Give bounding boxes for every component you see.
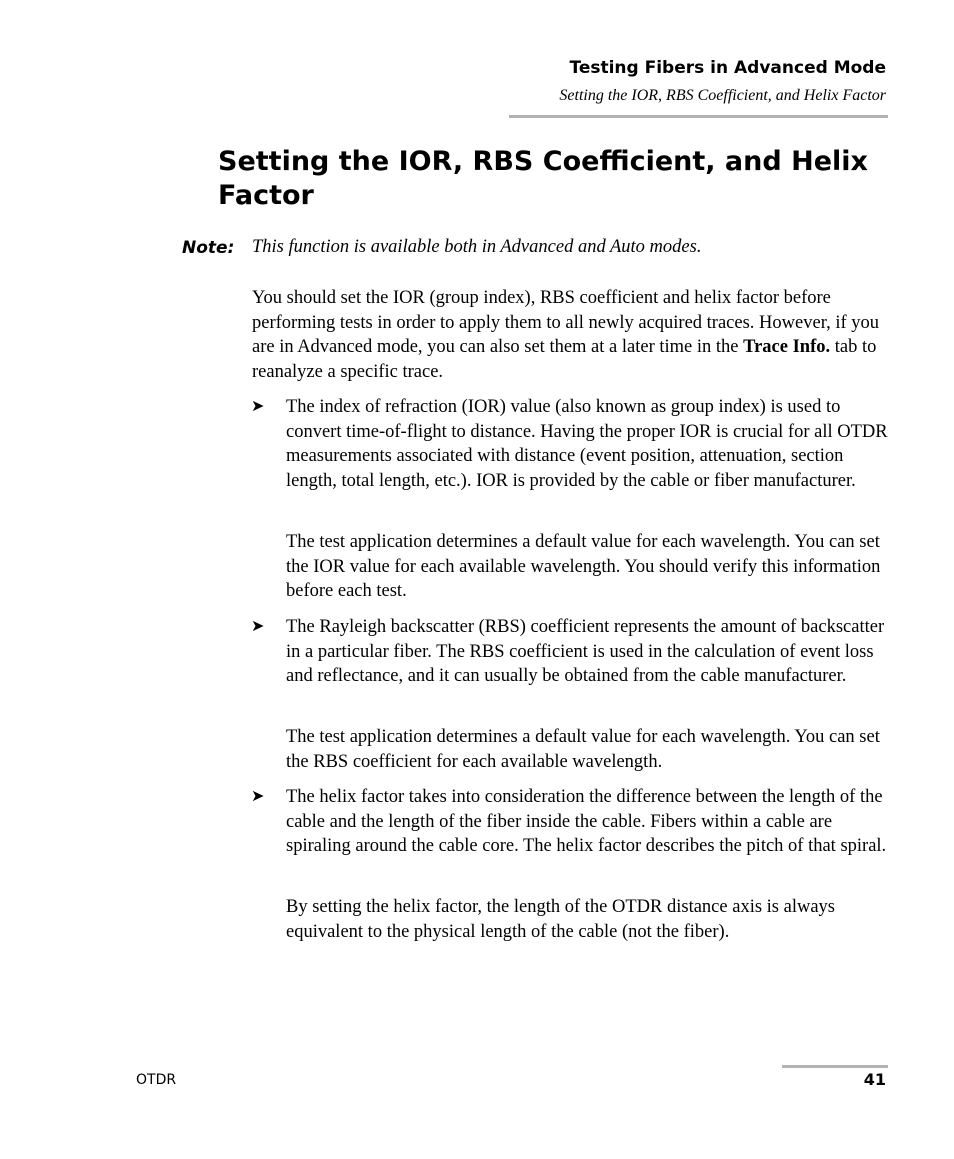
page-title: Setting the IOR, RBS Coefficient, and Helix Factor [218, 146, 868, 211]
footer-product: OTDR [136, 1072, 177, 1088]
helix-bullet-text: The helix factor takes into consideration the difference between the length of the cable and the length of the fiber inside the cable. Fibers within a cable are spiraling around the cable core. The helix factor describes the pitch of that spiral. [286, 787, 887, 856]
intro-text-end: tab to reanalyze a specific trace. [252, 337, 877, 382]
trace-info-tab-reference: Trace Info. [743, 337, 831, 357]
ior-followup-text: The test application determines a default value for each wavelength. You can set the IOR value for each available wavelength. You should verify this information before each test. [286, 532, 881, 601]
rbs-bullet-text: The Rayleigh backscatter (RBS) coefficient represents the amount of backscatter in a particular fiber. The RBS coefficient is used in the calculation of event loss and reflectance, and it can usually be obtained from the cable manufacturer. [286, 617, 885, 686]
running-header-chapter: Testing Fibers in Advanced Mode [569, 58, 886, 78]
page-number: 41 [863, 1070, 886, 1089]
bullet-arrow-icon: ➤ [251, 788, 265, 805]
note-text: This function is available both in Advanced and Auto modes. [252, 237, 702, 257]
running-header-section: Setting the IOR, RBS Coefficient, and Helix Factor [559, 87, 886, 104]
header-rule [509, 115, 888, 118]
note-label: Note: [182, 238, 235, 258]
bullet-arrow-icon: ➤ [251, 398, 265, 415]
intro-text: You should set the IOR (group index), RBS coefficient and helix factor before performing tests in order to apply them to all newly acquired traces. However, if you are in Advanced mode, you can also set them at a later time in the [252, 288, 880, 357]
ior-bullet-text: The index of refraction (IOR) value (also known as group index) is used to convert time-of-flight to distance. Having the proper IOR is crucial for all OTDR measurements associated with distance (event position, attenuation, section length, total length, etc.). IOR is provided by the cable or fiber manufacturer. [286, 397, 888, 491]
rbs-followup-text: The test application determines a default value for each wavelength. You can set the RBS coefficient for each available wavelength. [286, 727, 880, 772]
footer-rule [782, 1065, 888, 1068]
intro-paragraph [252, 286, 892, 384]
helix-followup-text: By setting the helix factor, the length of the OTDR distance axis is always equivalent to the physical length of the cable (not the fiber). [286, 897, 835, 942]
bullet-arrow-icon: ➤ [251, 618, 265, 635]
